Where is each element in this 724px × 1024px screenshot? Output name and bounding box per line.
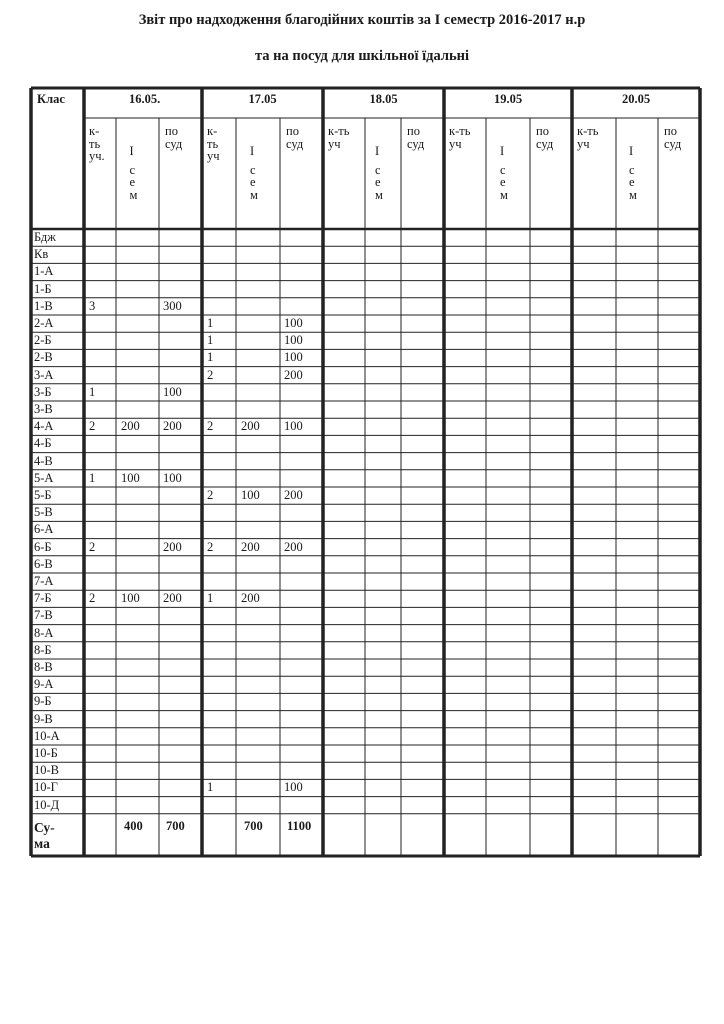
table-cell-value: 100 xyxy=(284,333,303,348)
table-cell-value: 1 xyxy=(207,780,214,795)
semester-header-letter: м xyxy=(250,187,258,202)
semester-header-letter: с xyxy=(629,162,635,177)
row-class-label: 8-Б xyxy=(34,642,52,657)
table-cell-value: 200 xyxy=(163,591,182,606)
semester-header-letter: І xyxy=(129,144,134,158)
semester-header xyxy=(375,145,387,201)
count-students-header-fragment: к-ть xyxy=(328,124,350,138)
count-students-header xyxy=(207,125,235,163)
row-class-label: 1-Б xyxy=(34,281,52,296)
class-column-header: Клас xyxy=(37,92,65,106)
table-cell-value: 2 xyxy=(207,488,214,502)
table-cell-value: 1 xyxy=(207,316,214,330)
total-row-label-fragment: Су- xyxy=(34,819,55,835)
semester-header-letter: е xyxy=(500,175,506,189)
count-students-header-fragment: к-ть xyxy=(449,124,471,138)
dishes-header xyxy=(664,125,681,150)
row-class-label: 10-А xyxy=(34,728,60,743)
row-class-label: 5-В xyxy=(34,505,53,520)
count-students-header-fragment: ть xyxy=(89,136,101,151)
row-class-label: 5-А xyxy=(34,470,54,485)
count-students-header-fragment: ть xyxy=(207,136,219,151)
table-cell-value: 2 xyxy=(89,591,96,606)
table-cell-value: 100 xyxy=(241,488,260,502)
date-header: 16.05. xyxy=(129,92,161,106)
dishes-header-fragment: по xyxy=(664,124,677,138)
table-cell-value: 100 xyxy=(163,470,182,485)
table-cell-value: 100 xyxy=(284,419,303,434)
row-class-label: 10-Б xyxy=(34,746,58,760)
dishes-header-fragment: суд xyxy=(286,136,304,151)
table-cell-value: 1 xyxy=(207,333,214,348)
date-header: 17.05 xyxy=(248,92,277,106)
semester-header-letter: е xyxy=(629,175,635,189)
row-class-label: 10-Д xyxy=(34,797,60,812)
count-students-header-fragment: уч xyxy=(328,136,341,151)
row-class-label: 9-А xyxy=(34,677,54,692)
table-cell-value: 100 xyxy=(121,470,140,485)
table-cell-value: 1 xyxy=(89,470,96,485)
semester-header-letter: с xyxy=(129,162,136,177)
row-class-label: 8-В xyxy=(34,660,53,674)
dishes-header-fragment: суд xyxy=(165,136,183,151)
table-cell-value: 100 xyxy=(284,780,303,795)
count-students-header-fragment: уч xyxy=(577,136,590,151)
table-cell-value: 2 xyxy=(207,539,214,554)
semester-header xyxy=(130,145,142,201)
table-cell-value: 1 xyxy=(207,591,214,606)
count-students-header xyxy=(449,125,485,150)
dishes-header-fragment: суд xyxy=(407,136,425,151)
semester-header-letter: І xyxy=(629,144,634,158)
semester-header-letter: с xyxy=(375,162,381,177)
row-class-label: 9-Б xyxy=(34,694,52,709)
dishes-header xyxy=(165,125,182,150)
table-cell-value: 200 xyxy=(284,488,303,502)
row-class-label: 2-Б xyxy=(34,333,52,348)
count-students-header xyxy=(328,125,364,150)
semester-header-letter: м xyxy=(629,187,637,202)
row-class-label: 6-В xyxy=(34,556,53,571)
row-class-label: 6-Б xyxy=(34,539,52,554)
dishes-header-fragment: суд xyxy=(664,136,682,151)
table-cell-value: 200 xyxy=(163,539,182,554)
row-class-label: 2-А xyxy=(34,316,54,330)
table-cell-value: 1 xyxy=(207,350,214,365)
row-class-label: 8-А xyxy=(34,625,54,640)
dishes-header-fragment: по xyxy=(536,124,549,138)
total-row-label xyxy=(34,820,55,852)
table-cell-value: 200 xyxy=(284,367,303,382)
row-class-label: 10-Г xyxy=(34,780,58,795)
row-class-label: Бдж xyxy=(34,230,56,244)
row-class-label: 7-В xyxy=(34,608,53,623)
total-cell-value: 700 xyxy=(166,818,185,833)
table-cell-value: 3 xyxy=(89,298,96,313)
dishes-header xyxy=(286,125,303,150)
semester-header-letter: І xyxy=(500,144,505,158)
row-class-label: Кв xyxy=(34,247,49,262)
semester-header-letter: І xyxy=(250,144,255,158)
table-cell-value: 100 xyxy=(163,384,182,399)
semester-header-letter: е xyxy=(129,175,136,189)
semester-header-letter: е xyxy=(250,175,256,189)
row-class-label: 10-В xyxy=(34,763,59,778)
total-cell-value: 700 xyxy=(244,818,263,833)
table-cell-value: 200 xyxy=(241,419,260,434)
table-cell-value: 100 xyxy=(284,350,303,365)
report-title: Звіт про надходження благодійних коштів за І семестр 2016-2017 н.р xyxy=(138,12,586,28)
row-class-label: 2-В xyxy=(34,350,53,365)
semester-header xyxy=(250,145,262,201)
count-students-header-fragment: уч. xyxy=(89,149,105,163)
semester-header-letter: с xyxy=(250,162,256,177)
dishes-header-fragment: по xyxy=(165,124,178,138)
row-class-label: 4-А xyxy=(34,419,54,434)
table-cell-value: 200 xyxy=(284,539,303,554)
semester-header-letter: м xyxy=(129,187,138,202)
row-class-label: 4-Б xyxy=(34,436,52,451)
table-cell-value: 200 xyxy=(163,419,182,434)
table-cell-value: 100 xyxy=(121,591,140,606)
semester-header-letter: е xyxy=(375,175,381,189)
count-students-header-fragment: уч xyxy=(449,136,462,151)
count-students-header xyxy=(577,125,615,150)
table-cell-value: 2 xyxy=(207,367,214,382)
dishes-header-fragment: по xyxy=(407,124,420,138)
total-cell-value: 1100 xyxy=(287,818,312,833)
count-students-header-fragment: к- xyxy=(207,124,218,138)
table-cell-value: 2 xyxy=(89,539,96,554)
table-cell-value: 100 xyxy=(284,316,303,330)
semester-header-letter: І xyxy=(375,144,380,158)
table-cell-value: 200 xyxy=(241,591,260,606)
semester-header-letter: м xyxy=(500,187,508,202)
count-students-header-fragment: к-ть xyxy=(577,124,599,138)
report-subtitle: та на посуд для шкільної їдальні xyxy=(254,48,470,64)
semester-header xyxy=(629,145,641,201)
dishes-header-fragment: суд xyxy=(536,136,554,151)
count-students-header-fragment: к- xyxy=(89,124,100,138)
total-cell-value: 400 xyxy=(124,818,143,833)
date-header: 19.05 xyxy=(494,92,523,106)
row-class-label: 3-В xyxy=(34,402,53,416)
semester-header-letter: с xyxy=(500,162,506,177)
count-students-header-fragment: уч xyxy=(207,149,220,163)
dishes-header xyxy=(536,125,553,150)
row-class-label: 6-А xyxy=(34,522,54,537)
table-cell-value: 200 xyxy=(241,539,260,554)
semester-header xyxy=(500,145,512,201)
table-cell-value: 200 xyxy=(121,419,140,434)
row-class-label: 7-Б xyxy=(34,591,52,606)
row-class-label: 1-А xyxy=(34,264,54,279)
count-students-header xyxy=(89,125,115,163)
dishes-header xyxy=(407,125,424,150)
table-cell-value: 2 xyxy=(89,419,96,434)
row-class-label: 9-В xyxy=(34,711,53,726)
row-class-label: 3-Б xyxy=(34,384,52,399)
table-cell-value: 1 xyxy=(89,384,96,399)
row-class-label: 5-Б xyxy=(34,488,52,502)
row-class-label: 1-В xyxy=(34,298,53,313)
table-cell-value: 2 xyxy=(207,419,214,434)
table-cell-value: 300 xyxy=(163,298,182,313)
date-header: 18.05 xyxy=(369,92,398,106)
row-class-label: 7-А xyxy=(34,574,54,588)
date-header: 20.05 xyxy=(622,92,651,106)
total-row-label-fragment: ма xyxy=(34,835,50,851)
semester-header-letter: м xyxy=(375,187,383,202)
dishes-header-fragment: по xyxy=(286,124,299,138)
row-class-label: 4-В xyxy=(34,453,53,468)
row-class-label: 3-А xyxy=(34,367,54,382)
